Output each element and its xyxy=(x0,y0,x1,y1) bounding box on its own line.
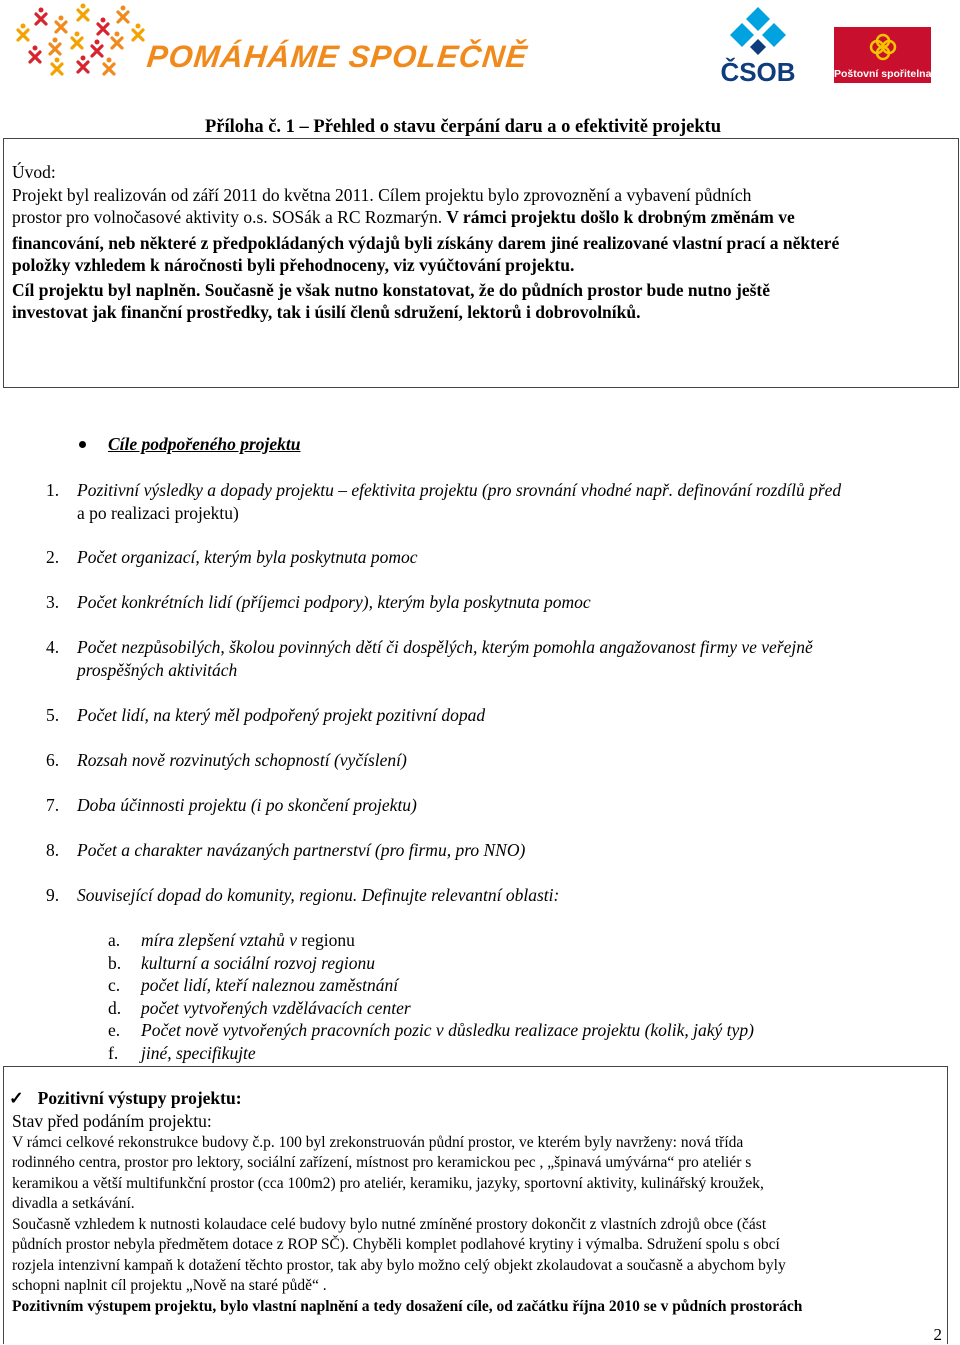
subgoal-text: míra zlepšení vztahů v regionu xyxy=(141,930,355,950)
outputs-box xyxy=(3,1066,948,1344)
goal-number: 1. xyxy=(46,480,60,500)
outputs-last-line: Pozitivním výstupem projektu, bylo vlastní naplnění a tedy dosažení cíle, od začátku října 2010 se v půdních prostorách xyxy=(12,1298,803,1315)
goal-text-cont: prospěšných aktivitách xyxy=(77,660,238,680)
check-icon: ✓ xyxy=(9,1088,24,1108)
subgoal-letter: f. xyxy=(108,1043,119,1063)
csob-logo xyxy=(706,5,810,83)
outputs-line: V rámci celkové rekonstrukce budovy č.p. 100 byl zrekonstruován půdní prostor, ve kterém byly navrženy: nová třída xyxy=(12,1134,744,1151)
goal-number: 8. xyxy=(46,840,60,860)
outputs-line: rodinného centra, prostor pro lektory, sociální zařízení, místnost pro keramickou pec , „špinavá umývárna“ pro ateliér s xyxy=(12,1154,752,1171)
goal-text: Rozsah nově rozvinutých schopností (vyčíslení) xyxy=(77,750,407,770)
intro-heading: Úvod: xyxy=(12,162,56,182)
outputs-line: půdních prostor nebyla předmětem dotace z ROP SČ). Chyběli komplet podlahové krytiny i výmalba. Sdružení spolu s obcí xyxy=(12,1236,780,1253)
subgoal-letter: c. xyxy=(108,975,121,995)
subgoal-letter: d. xyxy=(108,998,122,1018)
intro-line-5: Cíl projektu byl naplněn. Současně je však nutno konstatovat, že do půdních prostor bude nutno ještě xyxy=(12,280,771,300)
intro-line-4: položky vzhledem k náročnosti byli přehodnoceny, viz vyúčtování projektu. xyxy=(12,255,575,275)
goal-text: Počet lidí, na který měl podpořený projekt pozitivní dopad xyxy=(77,705,486,725)
subgoal-text: kulturní a sociální rozvoj regionu xyxy=(141,953,375,973)
intro-line-2: prostor pro volnočasové aktivity o.s. SOSák a RC Rozmarýn. V rámci projektu došlo k drobným změnám ve xyxy=(12,207,795,227)
outputs-line: Současně vzhledem k nutnosti kolaudace celé budovy bylo nutné zmíněné prostory dokončit z vlastních zdrojů obce (část xyxy=(12,1216,767,1233)
before-label: Stav před podáním projektu: xyxy=(12,1111,212,1131)
outputs-line: schopni naplnit cíl projektu „Nově na staré půdě“ . xyxy=(12,1277,327,1294)
intro-line-3: financování, neb některé z předpokládaných výdajů byli získány darem jiné realizované vlastní prací a některé xyxy=(12,233,840,253)
goal-number: 2. xyxy=(46,547,60,567)
outputs-line: keramikou a větší multifunkční prostor (cca 100m2) pro ateliér, keramiku, jazyky, sportovní aktivity, kulinářský kroužek, xyxy=(12,1175,764,1192)
goals-heading: Cíle podpořeného projektu xyxy=(108,434,301,454)
goal-number: 5. xyxy=(46,705,60,725)
outputs-heading: ✓ Pozitivní výstupy projektu: xyxy=(9,1088,242,1108)
intro-line-6: investovat jak finanční prostředky, tak i úsilí členů sdružení, lektorů i dobrovolníků. xyxy=(12,302,641,322)
goal-number: 3. xyxy=(46,592,60,612)
goal-text: Doba účinnosti projektu (i po skončení projektu) xyxy=(77,795,417,815)
csob-logo-text: ČSOB xyxy=(720,57,796,83)
page-title: Příloha č. 1 – Přehled o stavu čerpání daru a o efektivitě projektu xyxy=(205,117,722,137)
goal-number: 7. xyxy=(46,795,60,815)
intro-box xyxy=(3,138,959,388)
goal-text: Počet a charakter navázaných partnerství (pro firmu, pro NNO) xyxy=(77,840,526,860)
goal-number: 4. xyxy=(46,637,60,657)
campaign-logo-text: POMÁHÁME SPOLEČNĚ xyxy=(145,39,530,74)
page-number: 2 xyxy=(933,1325,942,1344)
goal-number: 6. xyxy=(46,750,60,770)
goal-text-cont: a po realizaci projektu) xyxy=(77,503,239,523)
subgoal-text: počet lidí, kteří naleznou zaměstnání xyxy=(141,975,399,995)
subgoal-text: počet vytvořených vzdělávacích center xyxy=(141,998,411,1018)
postovni-sporitelna-logo xyxy=(834,27,931,83)
goal-text: Pozitivní výsledky a dopady projektu – efektivita projektu (pro srovnání vhodné např. definování rozdílů před xyxy=(77,480,842,500)
subgoal-text: jiné, specifikujte xyxy=(141,1043,256,1063)
ps-logo-text: Poštovní spořitelna xyxy=(834,68,932,80)
subgoal-text: Počet nově vytvořených pracovních pozic v důsledku realizace projektu (kolik, jaký typ) xyxy=(141,1020,754,1040)
subgoal-letter: e. xyxy=(108,1020,121,1040)
subgoal-letter: a. xyxy=(108,930,121,950)
subgoal-letter: b. xyxy=(108,953,122,973)
goal-text: Počet konkrétních lidí (příjemci podpory), kterým byla poskytnuta pomoc xyxy=(77,592,591,612)
outputs-line: rozjela intenzivní kampaň k dotažení těchto prostor, tak aby bylo možno celý objekt zkolaudovat a současně a abychom byly xyxy=(12,1257,786,1274)
intro-line-1: Projekt byl realizován od září 2011 do května 2011. Cílem projektu bylo zprovoznění a vybavení půdních xyxy=(12,185,752,205)
heart-flower-icon xyxy=(867,31,899,63)
goal-text: Související dopad do komunity, regionu. Definujte relevantní oblasti: xyxy=(77,885,560,905)
bullet-icon xyxy=(79,441,86,448)
goal-text: Počet nezpůsobilých, školou povinných dětí či dospělých, kterým pomohla angažovanost firmy ve veřejně xyxy=(77,637,813,657)
goal-number: 9. xyxy=(46,885,60,905)
outputs-line: divadla a setkávání. xyxy=(12,1195,135,1212)
goal-text: Počet organizací, kterým byla poskytnuta pomoc xyxy=(77,547,418,567)
